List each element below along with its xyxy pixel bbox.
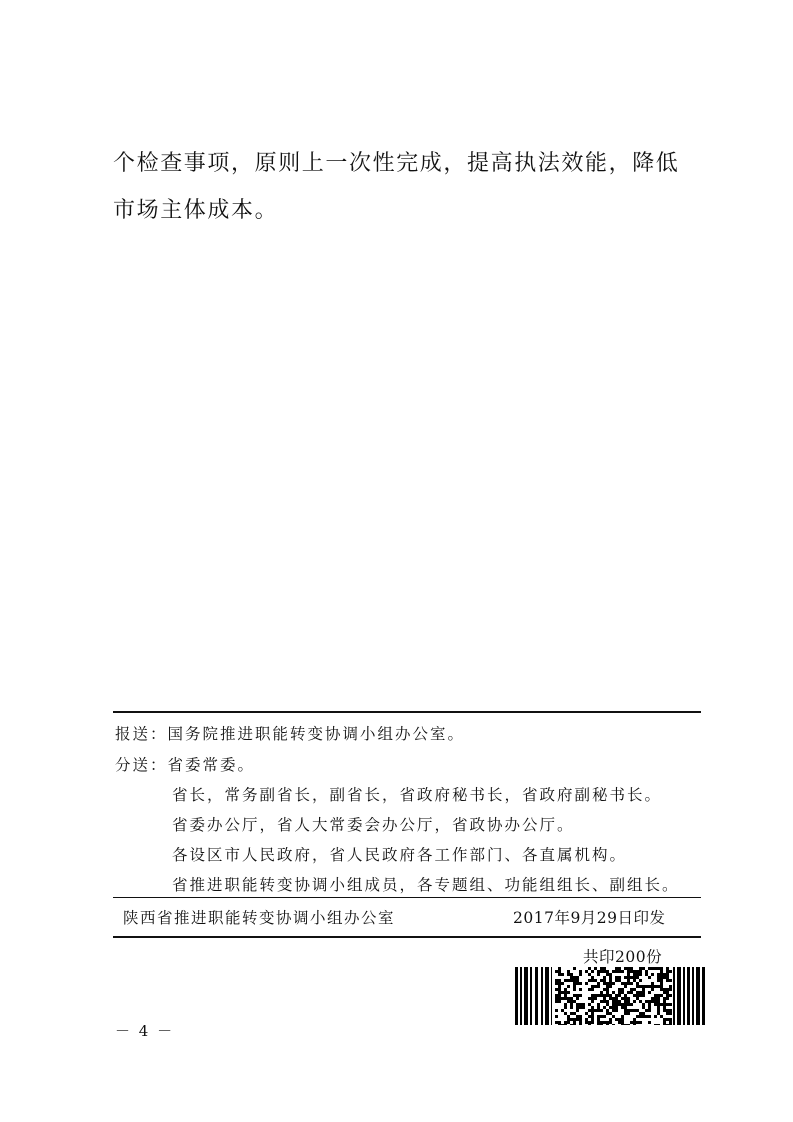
body-paragraph: 个检查事项，原则上一次性完成，提高执法效能，降低市场主体成本。 (113, 151, 680, 223)
barcode-icon (515, 967, 705, 1025)
top-rule (113, 711, 701, 713)
page-number: － 4 － (115, 1022, 175, 1040)
issue-date: 2017年9月29日印发 (513, 909, 666, 927)
send-line-1: 省长，常务副省长，副省长，省政府秘书长，省政府副秘书长。 (172, 786, 663, 804)
send-to-line: 分送：省委常委。 (115, 756, 256, 774)
send-line-2: 省委办公厅，省人大常委会办公厅，省政协办公厅。 (172, 816, 575, 834)
bottom-rule (113, 936, 701, 938)
report-to-line: 报送：国务院推进职能转变协调小组办公室。 (115, 725, 466, 743)
send-line-4: 省推进职能转变协调小组成员，各专题组、功能组组长、副组长。 (172, 876, 680, 894)
middle-rule (113, 897, 701, 898)
copies-count: 共印200份 (583, 948, 663, 966)
send-line-3: 各设区市人民政府，省人民政府各工作部门、各直属机构。 (172, 846, 628, 864)
issuer-name: 陕西省推进职能转变协调小组办公室 (123, 909, 396, 927)
